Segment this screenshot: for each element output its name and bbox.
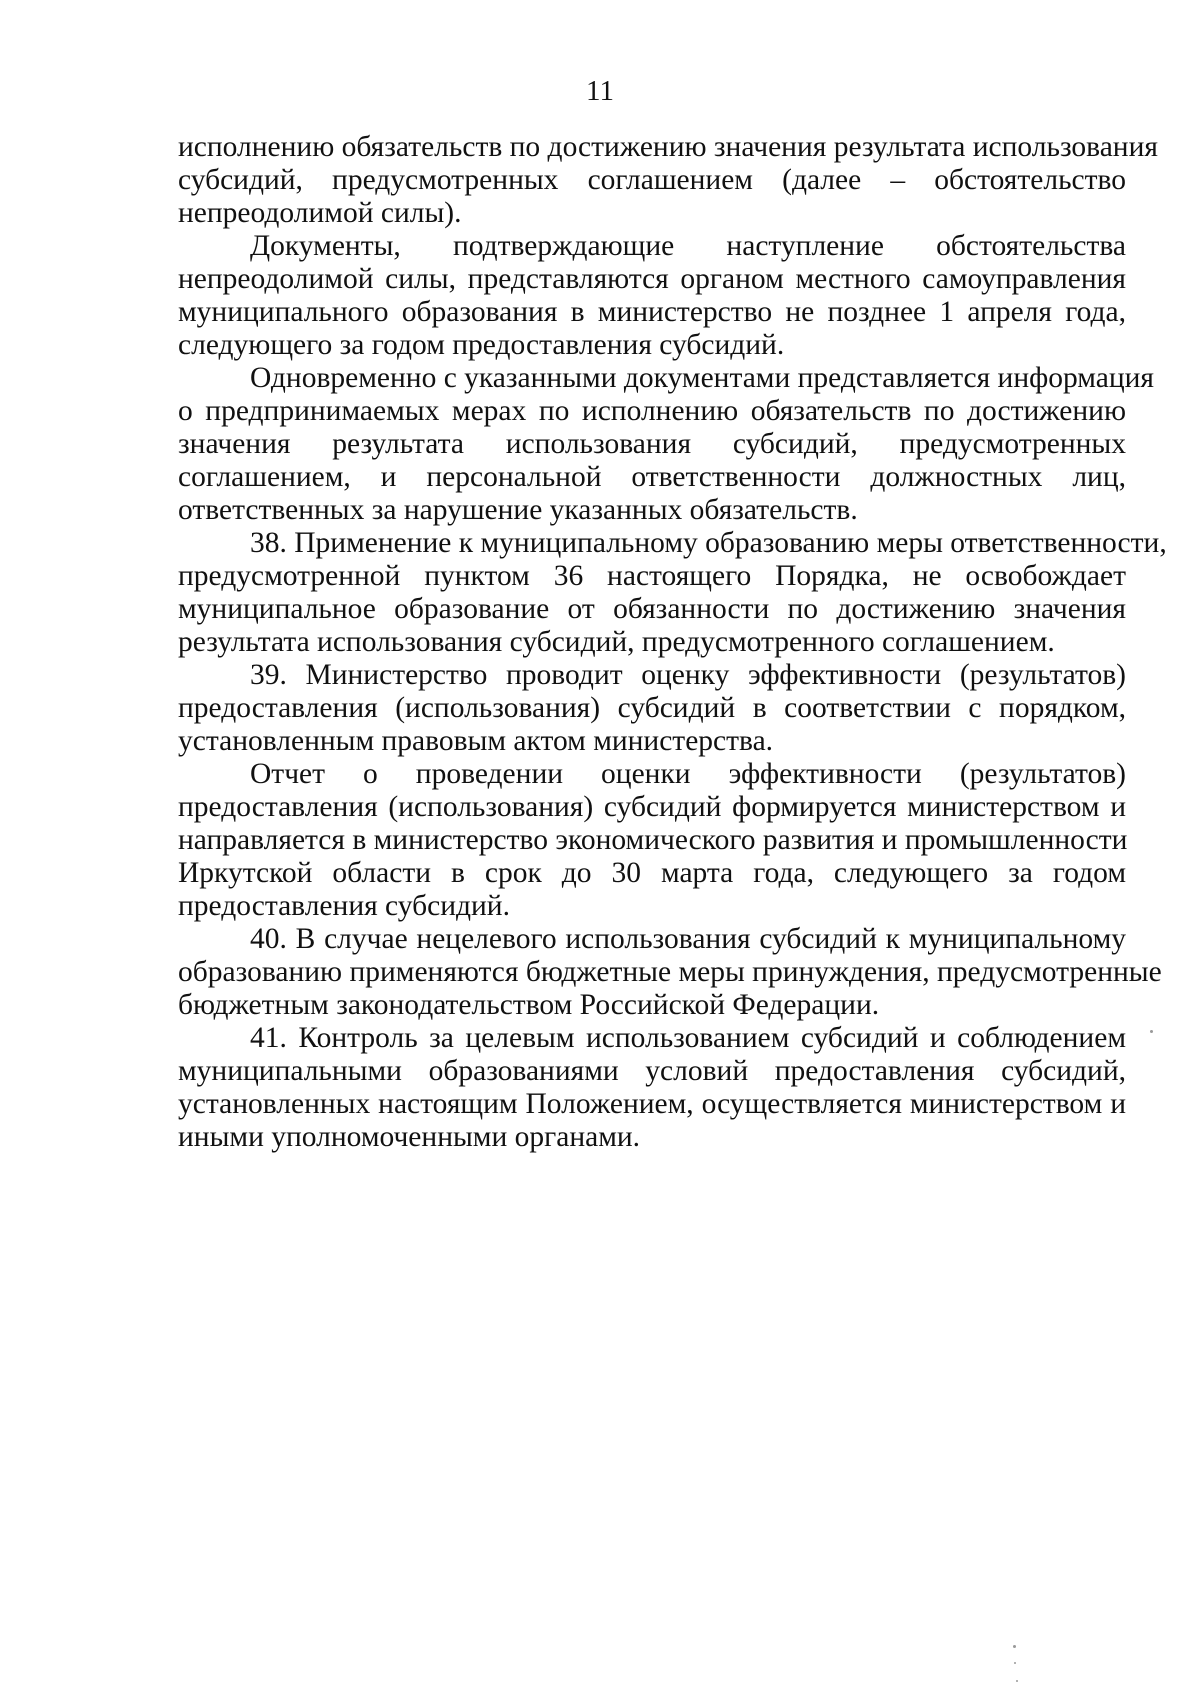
text-line: ответственных за нарушение указанных обязательств. <box>178 494 858 526</box>
text-line: 41. Контроль за целевым использованием субсидий и соблюдением <box>250 1022 1126 1054</box>
page-number: 11 <box>586 75 614 107</box>
text-line: установленных настоящим Положением, осуществляется министерством и <box>178 1088 1126 1120</box>
text-line: предоставления (использования) субсидий в соответствии с порядком, <box>178 692 1126 724</box>
text-line: установленным правовым актом министерства. <box>178 725 774 757</box>
text-line: непреодолимой силы, представляются органом местного самоуправления <box>178 263 1126 295</box>
text-line: предусмотренной пунктом 36 настоящего Порядка, не освобождает <box>178 560 1126 592</box>
paragraph-documents <box>178 230 1126 362</box>
text-line: предоставления (использования) субсидий формируется министерством и <box>178 791 1126 823</box>
text-line: муниципального образования в министерство не позднее 1 апреля года, <box>178 296 1126 328</box>
scan-speck <box>1014 1662 1016 1664</box>
scan-speck <box>1016 1680 1018 1682</box>
text-line: направляется в министерство экономического развития и промышленности <box>178 824 1128 856</box>
text-line: результата использования субсидий, предусмотренного соглашением. <box>178 626 1055 658</box>
text-line: исполнению обязательств по достижению значения результата использования <box>178 131 1158 163</box>
paragraph-item-38 <box>178 527 1167 659</box>
text-line: муниципальное образование от обязанности по достижению значения <box>178 593 1126 625</box>
text-line: 38. Применение к муниципальному образованию меры ответственности, <box>250 527 1167 559</box>
text-line: бюджетным законодательством Российской Федерации. <box>178 989 880 1021</box>
text-line: образованию применяются бюджетные меры принуждения, предусмотренные <box>178 956 1162 988</box>
text-line: значения результата использования субсидий, предусмотренных <box>178 428 1126 460</box>
text-line: 39. Министерство проводит оценку эффективности (результатов) <box>250 659 1126 691</box>
text-line: о предпринимаемых мерах по исполнению обязательств по достижению <box>178 395 1126 427</box>
paragraph-item-41 <box>178 1022 1126 1154</box>
text-line: 40. В случае нецелевого использования субсидий к муниципальному <box>250 923 1126 955</box>
paragraph-continuation <box>178 131 1158 230</box>
scan-speck <box>1150 1030 1153 1033</box>
text-line: соглашением, и персональной ответственности должностных лиц, <box>178 461 1126 493</box>
text-line: Одновременно с указанными документами представляется информация <box>250 362 1154 394</box>
text-line: Иркутской области в срок до 30 марта года, следующего за годом <box>178 857 1126 889</box>
paragraph-item-39 <box>178 659 1126 758</box>
text-line: субсидий, предусмотренных соглашением (далее – обстоятельство <box>178 164 1126 196</box>
text-line: муниципальными образованиями условий предоставления субсидий, <box>178 1055 1126 1087</box>
text-line: предоставления субсидий. <box>178 890 510 922</box>
text-line: непреодолимой силы). <box>178 197 462 229</box>
scan-speck <box>1013 1645 1016 1648</box>
paragraph-report <box>178 758 1126 923</box>
paragraph-item-40 <box>178 923 1162 1022</box>
text-line: иными уполномоченными органами. <box>178 1121 641 1153</box>
text-line: Отчет о проведении оценки эффективности (результатов) <box>250 758 1126 790</box>
document-body <box>178 131 1167 1154</box>
paragraph-information <box>178 362 1154 527</box>
text-line: следующего за годом предоставления субсидий. <box>178 329 785 361</box>
text-line: Документы, подтверждающие наступление обстоятельства <box>250 230 1126 262</box>
